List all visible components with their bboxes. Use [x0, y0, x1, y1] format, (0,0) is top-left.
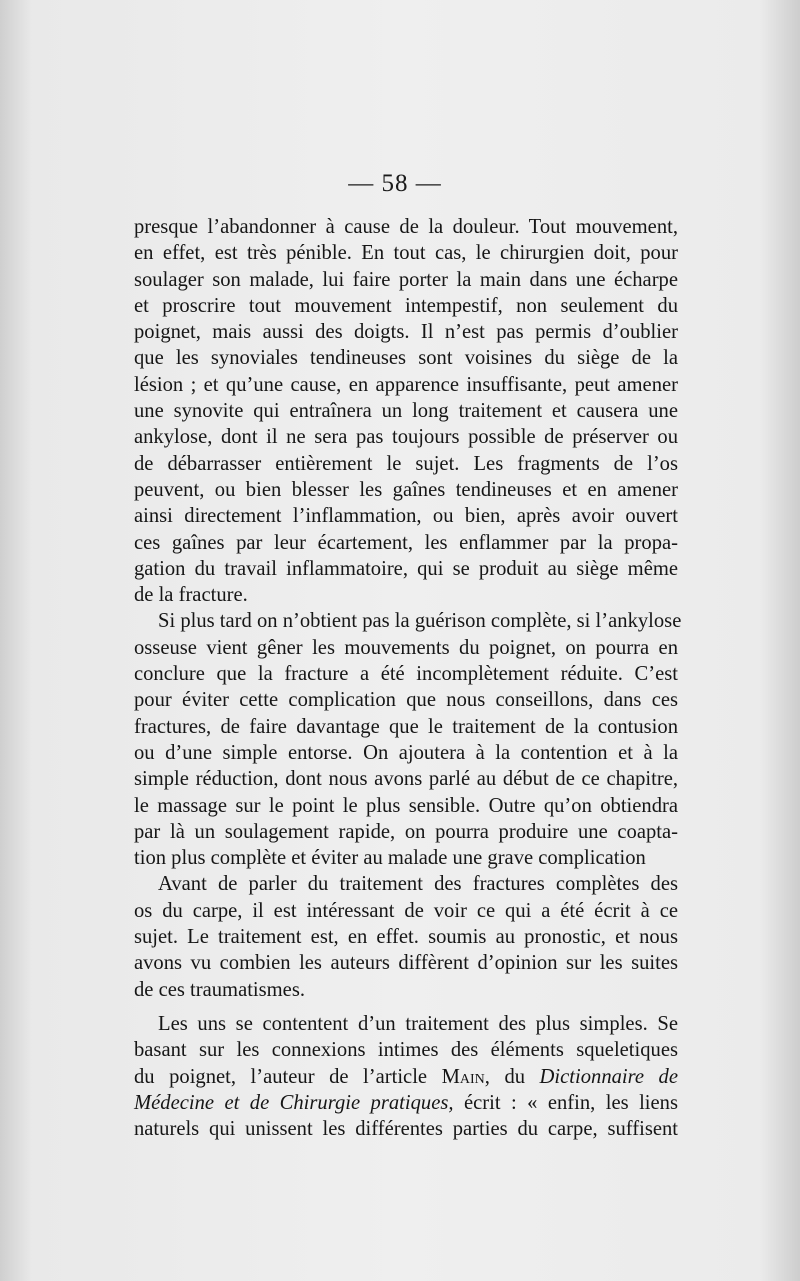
text-line: par là un soulagement rapide, on pourra produire une coapta- — [134, 820, 678, 843]
text-line: sujet. Le traitement est, en effet. soumis au pronostic, et nous — [134, 926, 678, 949]
text-line: que les synoviales tendineuses sont voisines du siège de la — [134, 347, 678, 370]
text-line: pour éviter cette complication que nous conseillons, dans ces — [134, 689, 678, 712]
text-line: poignet, mais aussi des doigts. Il n’est pas permis d’oublier — [134, 321, 678, 344]
paragraph-1 — [134, 214, 678, 608]
text-run: du poignet, l’auteur de l’article — [134, 1065, 442, 1088]
article-title-smallcaps: Main — [441, 1065, 485, 1088]
paragraph-2 — [134, 608, 682, 871]
text-line: peuvent, ou bien blesser les gaînes tendineuses et en amener — [134, 478, 678, 501]
text-line: basant sur les connexions intimes des éléments squeletiques — [134, 1039, 678, 1062]
text-line: os du carpe, il est intéressant de voir ce qui a été écrit à ce — [134, 899, 678, 922]
paragraph-gap — [134, 1003, 678, 1011]
text-line: naturels qui unissent les différentes parties du carpe, suffisent — [134, 1118, 678, 1141]
text-line: en effet, est très pénible. En tout cas, le chirurgien doit, pour — [134, 242, 678, 265]
text-line: fractures, de faire davantage que le traitement de la contusion — [134, 715, 678, 738]
text-line: de ces traumatismes. — [134, 978, 305, 1001]
text-line — [134, 1090, 678, 1116]
paragraph-4 — [134, 1011, 678, 1142]
text-line: tion plus complète et éviter au malade une grave complication — [134, 847, 646, 870]
text-line — [134, 1064, 678, 1090]
text-line: soulager son malade, lui faire porter la main dans une écharpe — [134, 268, 678, 291]
book-title-italic: Dictionnaire de — [539, 1065, 678, 1088]
text-line: Les uns se contentent d’un traitement des plus simples. Se — [158, 1012, 678, 1035]
text-line: gation du travail inflammatoire, qui se produit au siège même — [134, 557, 678, 580]
text-run: , du — [484, 1065, 540, 1088]
text-run: écrit : « enfin, les liens — [453, 1091, 678, 1114]
text-line: simple réduction, dont nous avons parlé au début de ce chapitre, — [134, 768, 678, 791]
body-text — [134, 214, 682, 1142]
text-line: ou d’une simple entorse. On ajoutera à la contention et à la — [134, 741, 678, 764]
paragraph-3 — [134, 871, 678, 1002]
text-line: de débarrasser entièrement le sujet. Les fragments de l’os — [134, 452, 678, 475]
text-line: lésion ; et qu’une cause, en apparence insuffisante, peut amener — [134, 373, 678, 396]
text-line: ankylose, dont il ne sera pas toujours possible de préserver ou — [134, 426, 678, 449]
text-line: ces gaînes par leur écartement, les enflammer par la propa- — [134, 531, 678, 554]
text-line: osseuse vient gêner les mouvements du poignet, on pourra en — [134, 636, 678, 659]
text-line: Si plus tard on n’obtient pas la guérison complète, si l’ankylose — [158, 610, 682, 633]
text-line: Avant de parler du traitement des fractures complètes des — [158, 873, 678, 896]
text-line: presque l’abandonner à cause de la douleur. Tout mouvement, — [134, 216, 678, 238]
text-line: conclure que la fracture a été incomplètement réduite. C’est — [134, 663, 678, 686]
text-line: ainsi directement l’inflammation, ou bien, après avoir ouvert — [134, 505, 678, 528]
book-title-italic: Médecine et de Chirurgie pratiques, — [134, 1091, 454, 1114]
text-line: une synovite qui entraînera un long traitement et causera une — [134, 400, 678, 423]
text-line: avons vu combien les auteurs diffèrent d’opinion sur les suites — [134, 952, 678, 975]
page-number: — 58 — — [348, 170, 442, 197]
text-line: et proscrire tout mouvement intempestif, non seulement du — [134, 294, 678, 317]
text-line: de la fracture. — [134, 584, 248, 607]
text-line: le massage sur le point le plus sensible. Outre qu’on obtiendra — [134, 794, 678, 817]
